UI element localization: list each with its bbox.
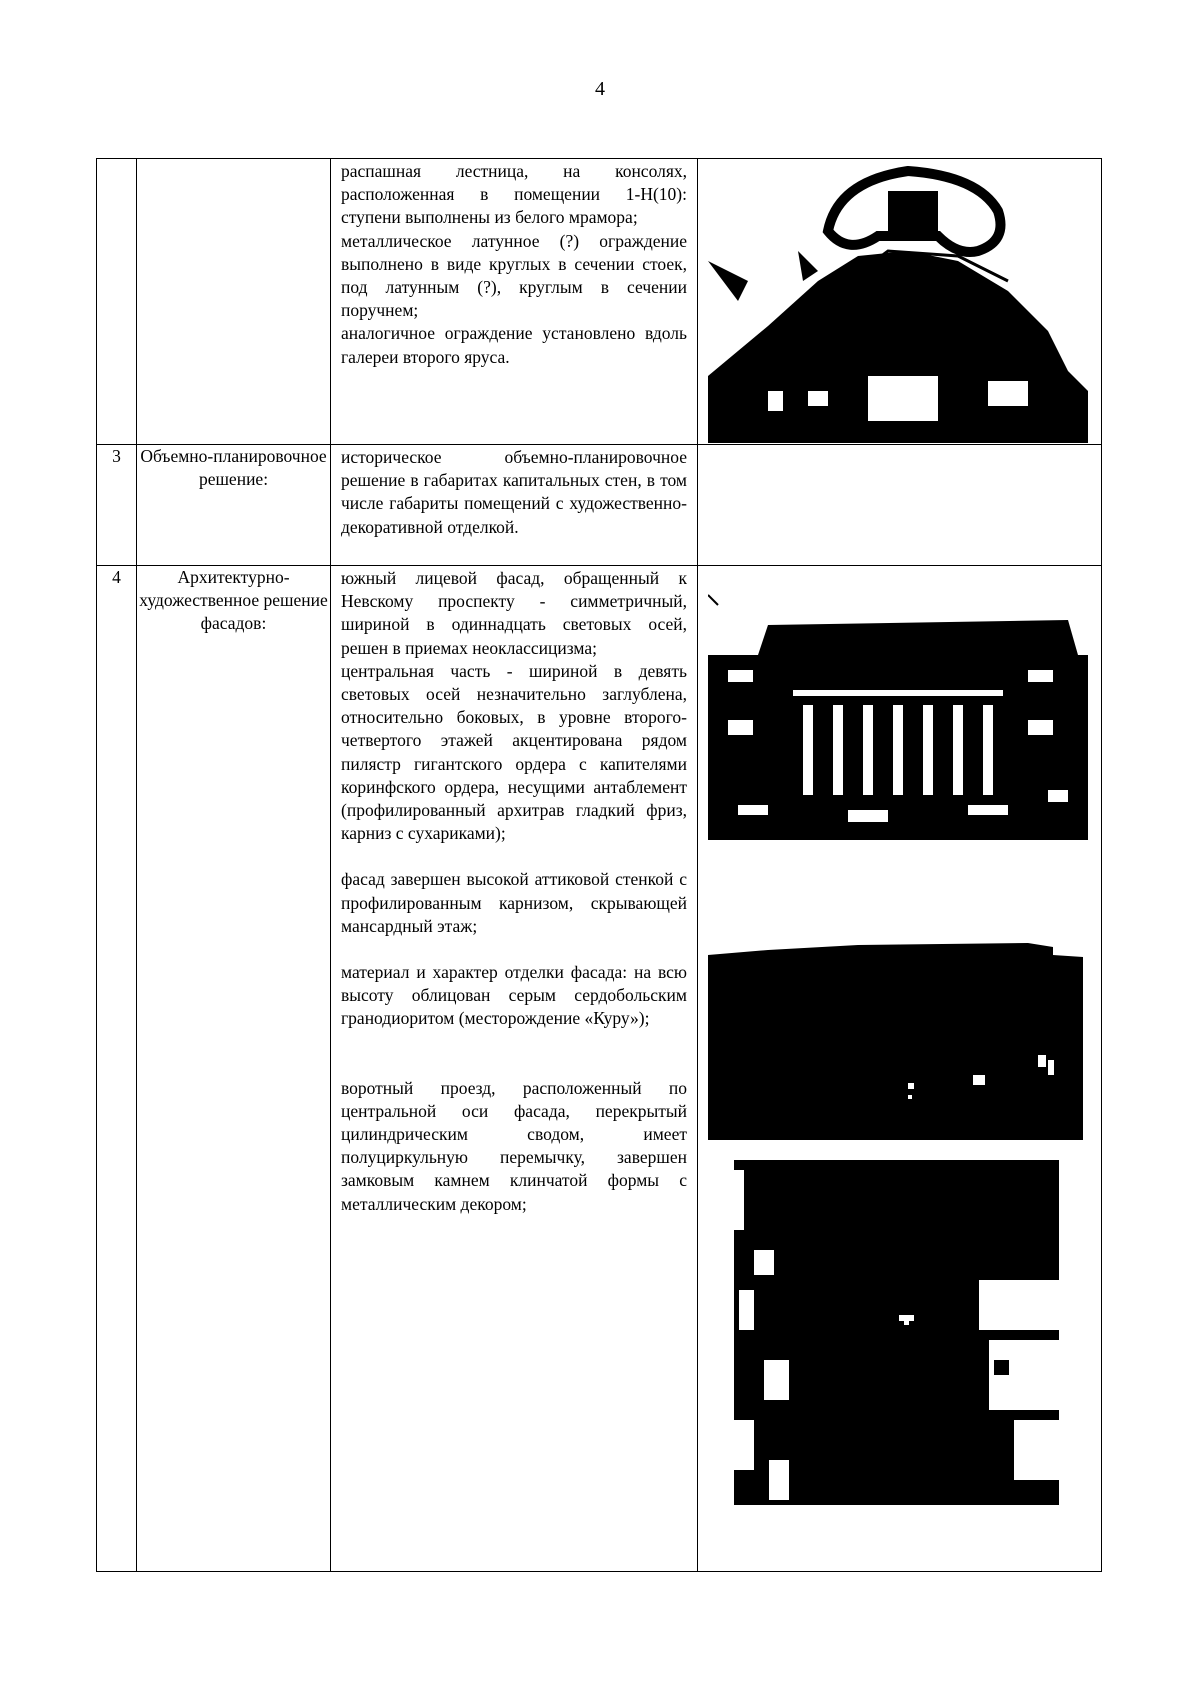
table-row xyxy=(97,566,1102,1572)
row-number: 3 xyxy=(97,445,137,566)
page-number: 4 xyxy=(595,78,605,100)
row-description xyxy=(331,445,698,566)
description-paragraph: историческое объемно-планировочное решение в габаритах капитальных стен, в том числе габариты помещений с художественно-декоративной отделкой. xyxy=(341,447,687,537)
table-row xyxy=(97,159,1102,445)
description-paragraph: распашная лестница, на консолях, расположенная в помещении 1-Н(10): ступени выполнены из белого мрамора; xyxy=(341,161,687,228)
photo-cell xyxy=(698,159,1102,445)
description-paragraph: центральная часть - шириной в девять световых осей незначительно заглублена, относительно боковых, в уровне второго-четвертого этажей акцентирована рядом пилястр гигантского ордера с капителями коринфского ордера, несущими антаблемент (профилированный архитрав гладкий фриз, карниз с сухариками); xyxy=(341,660,687,844)
description-paragraph: фасад завершен высокой аттиковой стенкой с профилированным карнизом, скрывающей мансардный этаж; xyxy=(341,869,687,936)
facade-photo xyxy=(708,590,1088,840)
row-title xyxy=(137,159,331,445)
photo-cell xyxy=(698,566,1102,1572)
description-paragraph: аналогичное ограждение установлено вдоль галереи второго яруса. xyxy=(341,323,687,367)
monument-description-table xyxy=(96,158,1102,1572)
photo-cell xyxy=(698,445,1102,566)
staircase-photo xyxy=(708,161,1088,443)
row-title: Архитектурно-художественное решение фасадов: xyxy=(137,566,331,1572)
row-title: Объемно-планировочное решение: xyxy=(137,445,331,566)
row-description xyxy=(331,566,698,1572)
description-paragraph: южный лицевой фасад, обращенный к Невскому проспекту - симметричный, шириной в одиннадцать световых осей, решен в приемах неоклассицизма; xyxy=(341,568,687,658)
row-number: 4 xyxy=(97,566,137,1572)
row-number xyxy=(97,159,137,445)
attic-photo xyxy=(708,935,1083,1140)
row-description xyxy=(331,159,698,445)
description-paragraph: воротный проезд, расположенный по центральной оси фасада, перекрытый цилиндрическим сводом, имеет полуциркульную перемычку, завершен замковым камнем клинчатой формы с металлическим декором; xyxy=(341,1077,687,1214)
table-row xyxy=(97,445,1102,566)
gateway-photo xyxy=(734,1160,1059,1505)
description-paragraph: материал и характер отделки фасада: на всю высоту облицован серым сердобольским гранодиоритом (месторождение «Куру»); xyxy=(341,962,687,1029)
description-paragraph: металлическое латунное (?) ограждение выполнено в виде круглых в сечении стоек, под латунным (?), круглым в сечении поручнем; xyxy=(341,230,687,321)
